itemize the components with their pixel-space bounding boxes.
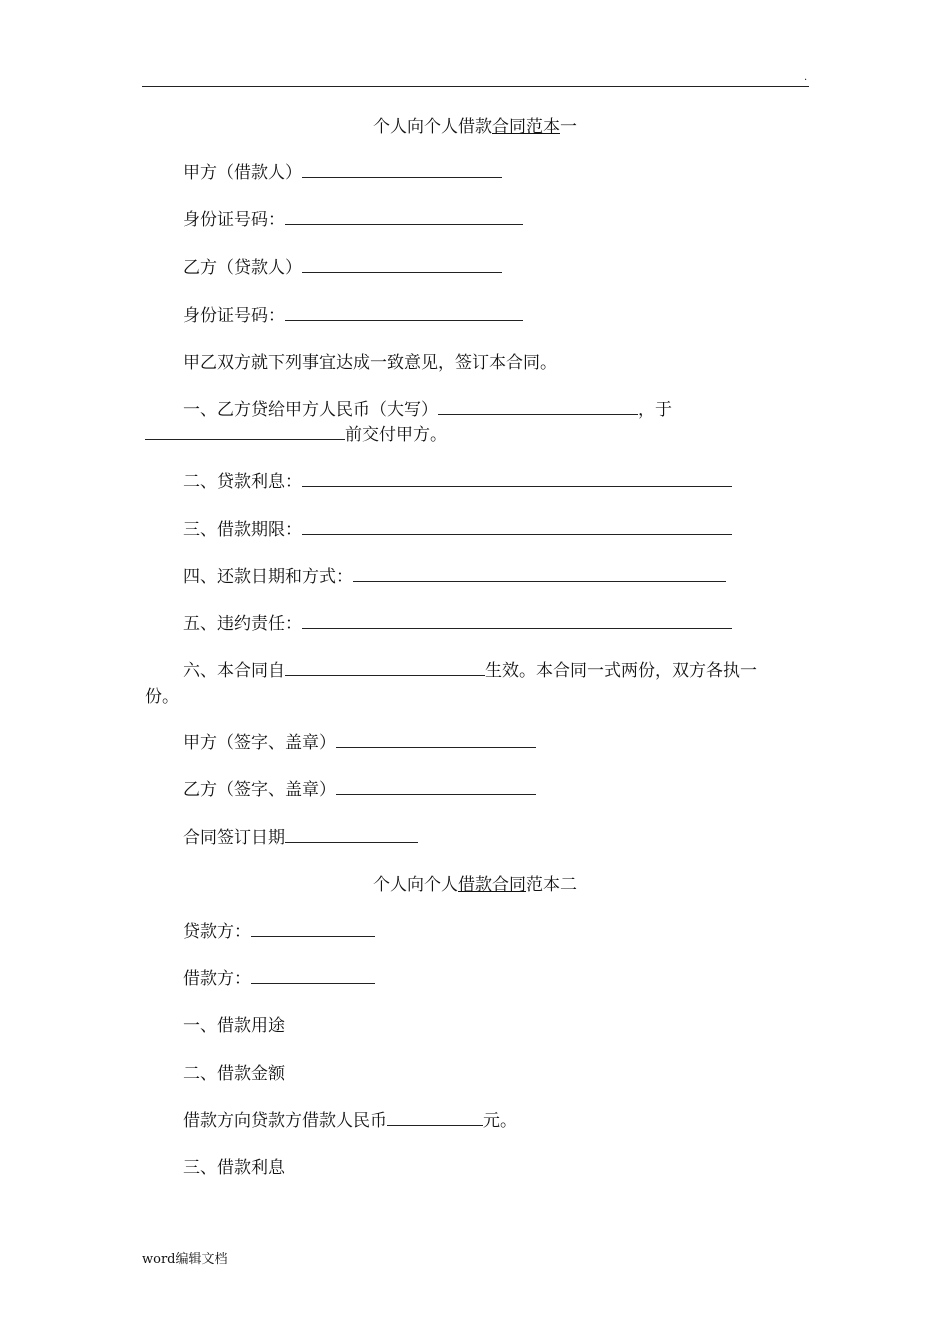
item2-line: 二、贷款利息： [183,471,732,493]
lender-line: 贷款方： [183,921,375,943]
party-a-blank[interactable] [302,162,502,178]
sign-b-blank[interactable] [336,779,536,795]
item6-wrap: 份。 [145,687,179,707]
party-b-blank[interactable] [302,257,502,273]
item3-blank[interactable] [302,519,732,535]
party-b-id-blank[interactable] [285,305,523,321]
header-rule [142,86,809,87]
section-interest: 三、借款利息 [183,1158,285,1178]
sign-date-line: 合同签订日期 [183,827,418,849]
section-purpose: 一、借款用途 [183,1016,285,1036]
item5-line: 五、违约责任： [183,613,732,635]
sign-a-blank[interactable] [336,732,536,748]
item6-blank[interactable] [285,660,485,676]
sign-a-line: 甲方（签字、盖章） [183,732,536,754]
amount-line: 借款方向贷款方借款人民币 元。 [183,1111,517,1131]
item1-line: 一、乙方贷给甲方人民币（大写） ，于 [183,400,672,420]
borrower-blank[interactable] [251,968,375,984]
contract1-title: 个人向个人借款合同范本一 [373,117,577,137]
item1-date-blank[interactable] [145,424,345,440]
sign-b-line: 乙方（签字、盖章） [183,779,536,801]
party-a-id-blank[interactable] [285,209,523,225]
party-b-line: 乙方（贷款人） [183,257,502,279]
item4-line: 四、还款日期和方式： [183,566,726,588]
item6-line: 六、本合同自 生效。本合同一式两份，双方各执一 [183,661,757,681]
item5-blank[interactable] [302,613,732,629]
borrower-line: 借款方： [183,968,375,990]
footer-label: word编辑文档 [142,1252,228,1267]
sign-date-blank[interactable] [285,827,418,843]
party-b-id-line: 身份证号码： [183,305,523,327]
party-a-id-line: 身份证号码： [183,209,523,231]
item1-amount-blank[interactable] [438,399,638,415]
header-mark: . [804,72,808,83]
section-amount: 二、借款金额 [183,1064,285,1084]
party-a-line: 甲方（借款人） [183,162,502,184]
item3-line: 三、借款期限： [183,519,732,541]
agreement-text: 甲乙双方就下列事宜达成一致意见，签订本合同。 [183,353,557,373]
item4-blank[interactable] [353,566,726,582]
contract2-title: 个人向个人借款合同范本二 [373,875,577,895]
item2-blank[interactable] [302,471,732,487]
amount-blank[interactable] [387,1110,483,1126]
item1-wrap-line: 前交付甲方。 [145,424,447,446]
lender-blank[interactable] [251,921,375,937]
